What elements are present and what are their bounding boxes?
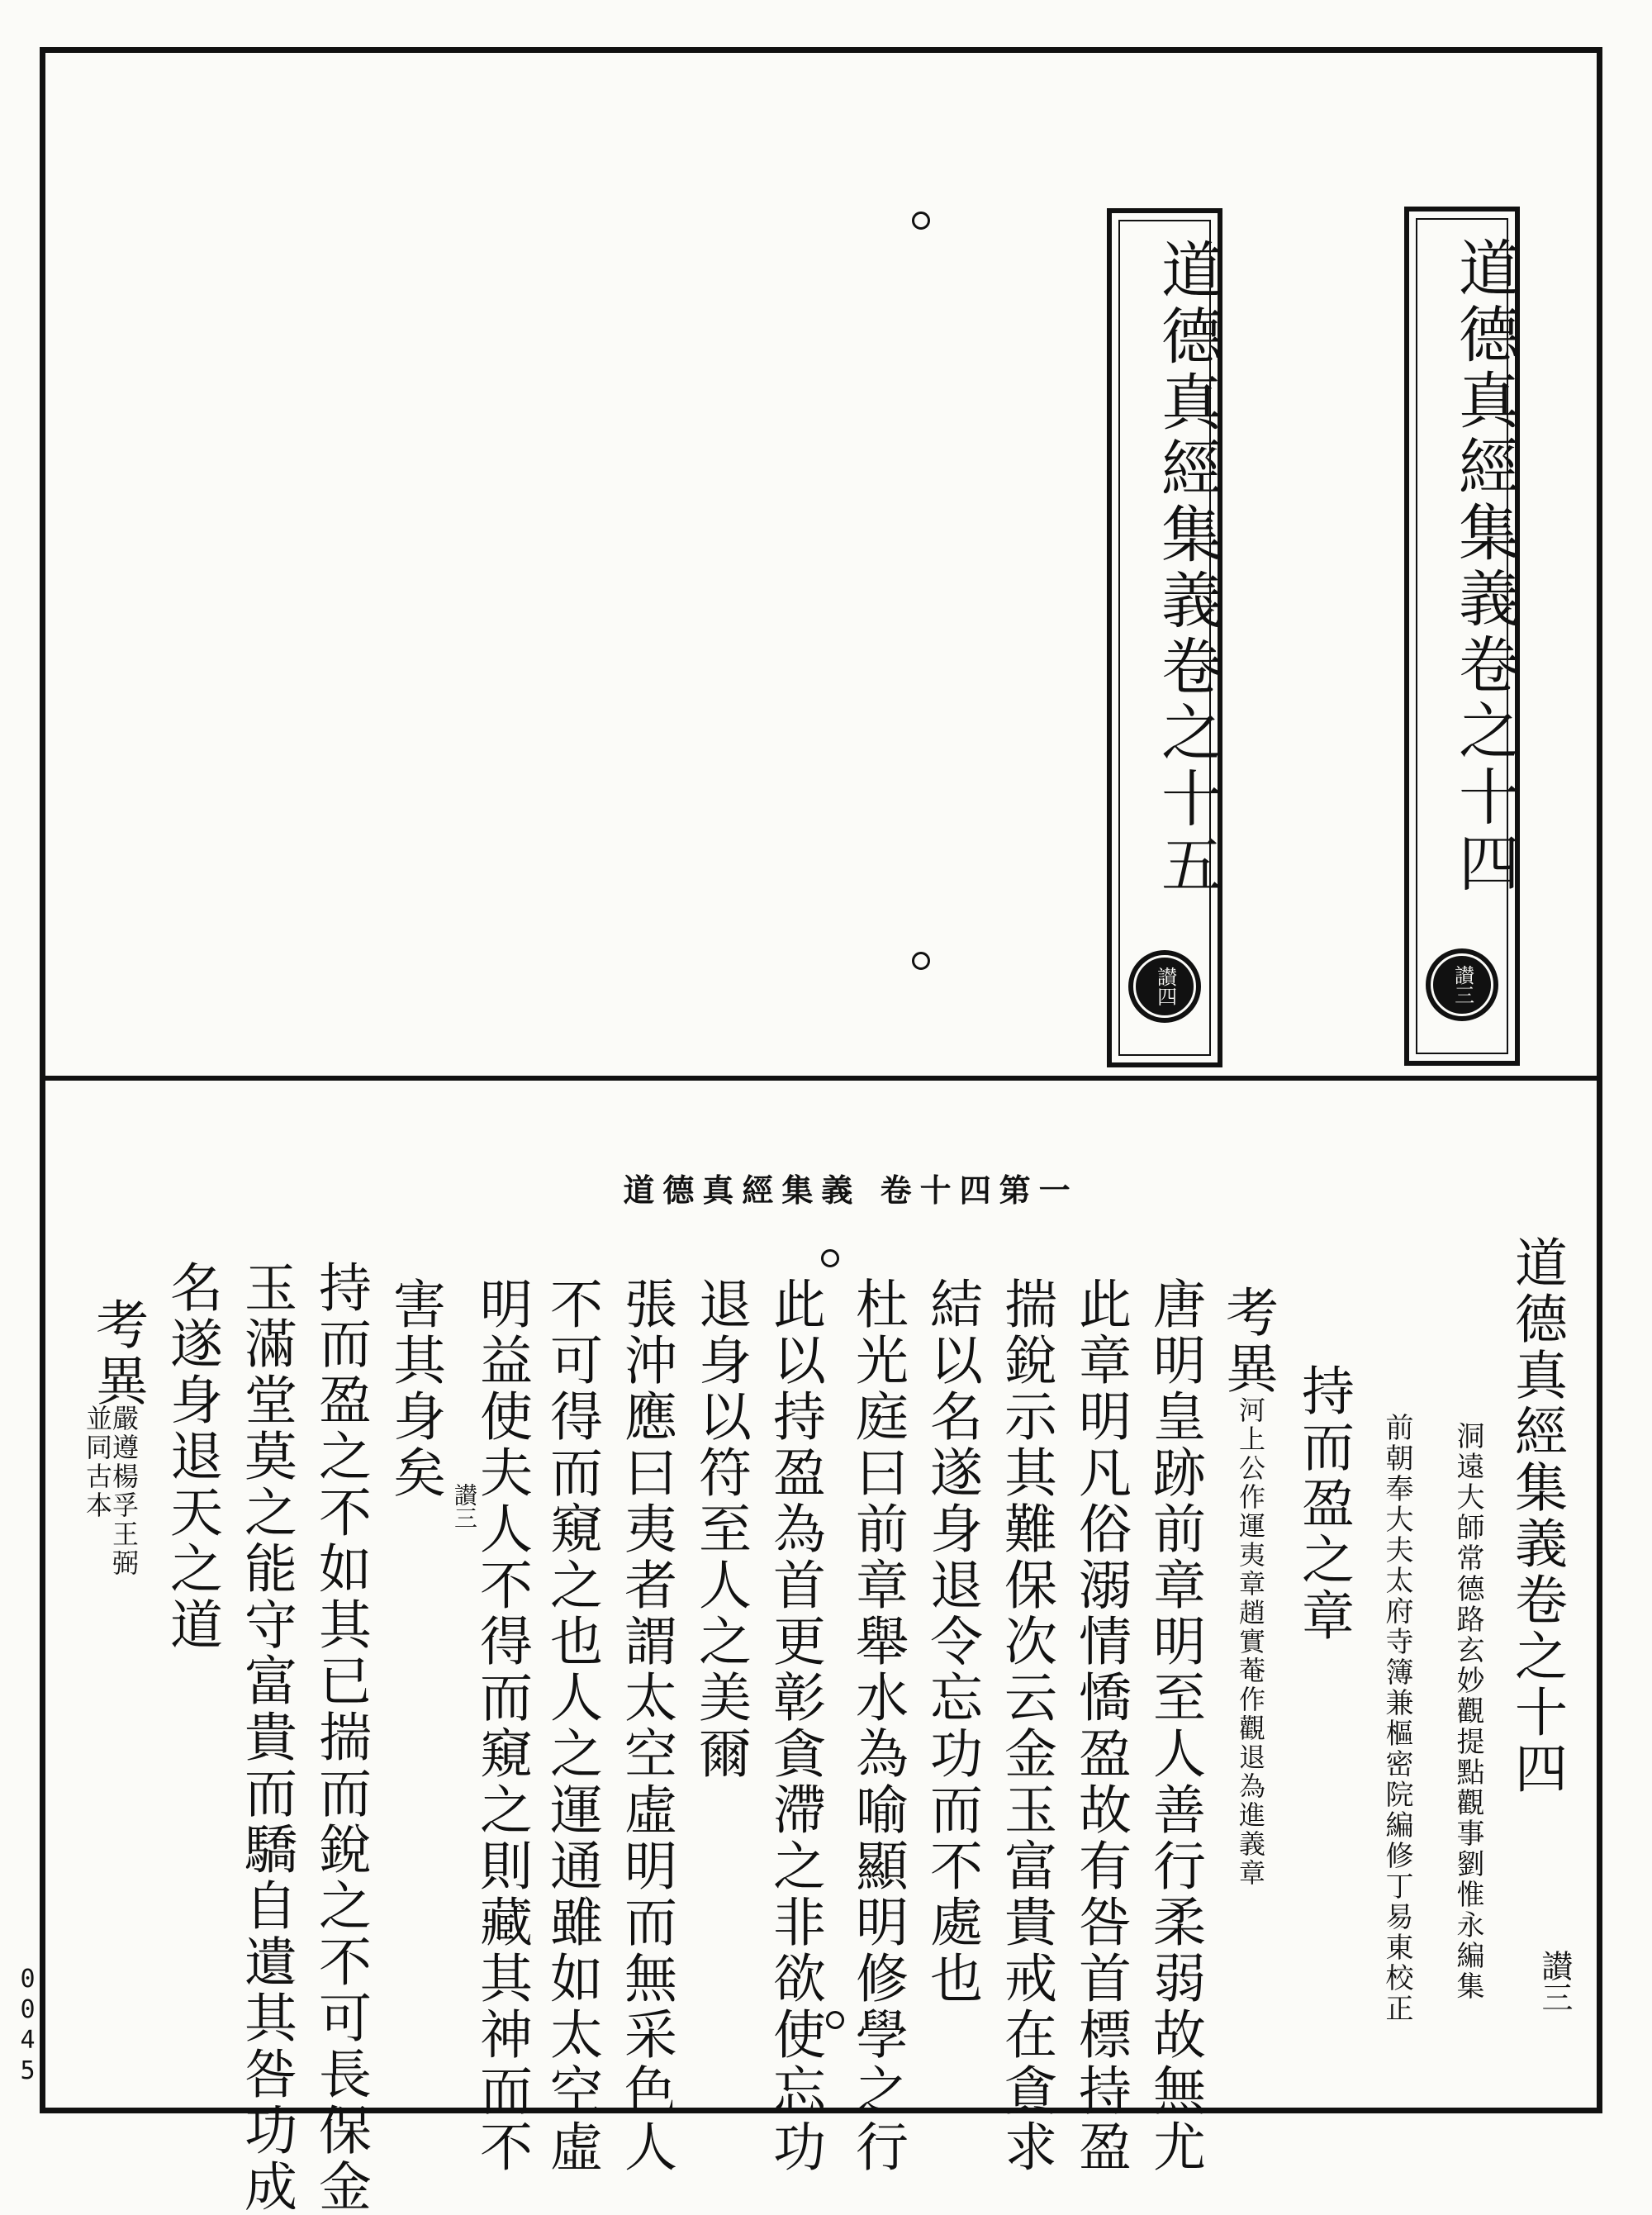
text-column-20: 考異 (87, 1297, 148, 1409)
text-column-10: 杜光庭曰前章舉水為喻顯明修學之行 (847, 1276, 908, 2175)
running-head: 道德真經集義 卷十四第一 (623, 1172, 1079, 1209)
side-label: 讃三 (1536, 1950, 1573, 2013)
text-column-8: 揣銳示其難保次云金玉富貴戒在貪求 (995, 1276, 1056, 2175)
text-column-5: 考異 (1217, 1285, 1278, 1397)
page-number: 0045 (13, 1965, 42, 2087)
small-mark: 讃三 (451, 1483, 478, 1529)
volume-15-seal-text: 讃四 (1133, 955, 1196, 1018)
text-column-4: 持而盈之章 (1293, 1363, 1354, 1644)
text-column-16: 害其身矣 (384, 1276, 445, 1501)
binding-hole-lower-bottom (826, 2011, 844, 2029)
volume-15-title: 道德真經集義卷之十五 (1151, 238, 1222, 899)
text-column-5-note: 河上公作運夷章趙實菴作觀退為進義章 (1235, 1396, 1266, 1888)
text-column-17: 持而盈之不如其已揣而銳之不可長保金 (310, 1260, 371, 2215)
text-column-9: 結以名遂身退令忘功而不處也 (921, 1276, 982, 2007)
volume-14-title-slip (1404, 207, 1520, 1066)
text-column-18: 玉滿堂莫之能守富貴而驕自遺其咎功成 (235, 1260, 297, 2215)
volume-15-title-slip (1107, 208, 1222, 1067)
text-column-1: 道德真經集義卷之十四 (1506, 1235, 1567, 1797)
text-column-14: 不可得而窺之也人之運通雖如太空虛 (541, 1276, 602, 2175)
text-column-2: 洞遠大師常德路玄妙觀提點觀事劉惟永編集 (1451, 1421, 1484, 2002)
binding-hole-top (912, 212, 930, 230)
text-column-12: 退身以符至人之美爾 (690, 1276, 751, 1782)
half-divider (40, 1076, 1602, 1081)
text-column-11: 此以持盈為首更彰貪滯之非欲使忘功 (764, 1276, 825, 2175)
text-column-15: 明益使夫人不得而窺之則藏其神而不 (471, 1276, 532, 2175)
text-column-6: 唐明皇跡前章明至人善行柔弱故無尤 (1144, 1276, 1205, 2175)
text-column-19: 名遂身退天之道 (161, 1260, 222, 1653)
text-column-7: 此章明凡俗溺情憍盈故有咎首標持盈 (1070, 1276, 1131, 2175)
text-column-20-note: 嚴遵楊孚王弼並同古本 (82, 1405, 140, 1578)
binding-hole-lower-top (821, 1249, 839, 1267)
text-column-3: 前朝奉大夫太府寺簿兼樞密院編修丁易東校正 (1380, 1413, 1413, 2024)
volume-14-seal (1426, 948, 1498, 1021)
volume-14-seal-text: 讃三 (1431, 953, 1493, 1016)
text-column-13: 張沖應曰夷者謂太空虛明而無采色人 (615, 1276, 676, 2175)
binding-hole-bottom (912, 952, 930, 970)
volume-15-seal (1128, 950, 1201, 1023)
volume-14-title: 道德真經集義卷之十四 (1449, 236, 1520, 897)
